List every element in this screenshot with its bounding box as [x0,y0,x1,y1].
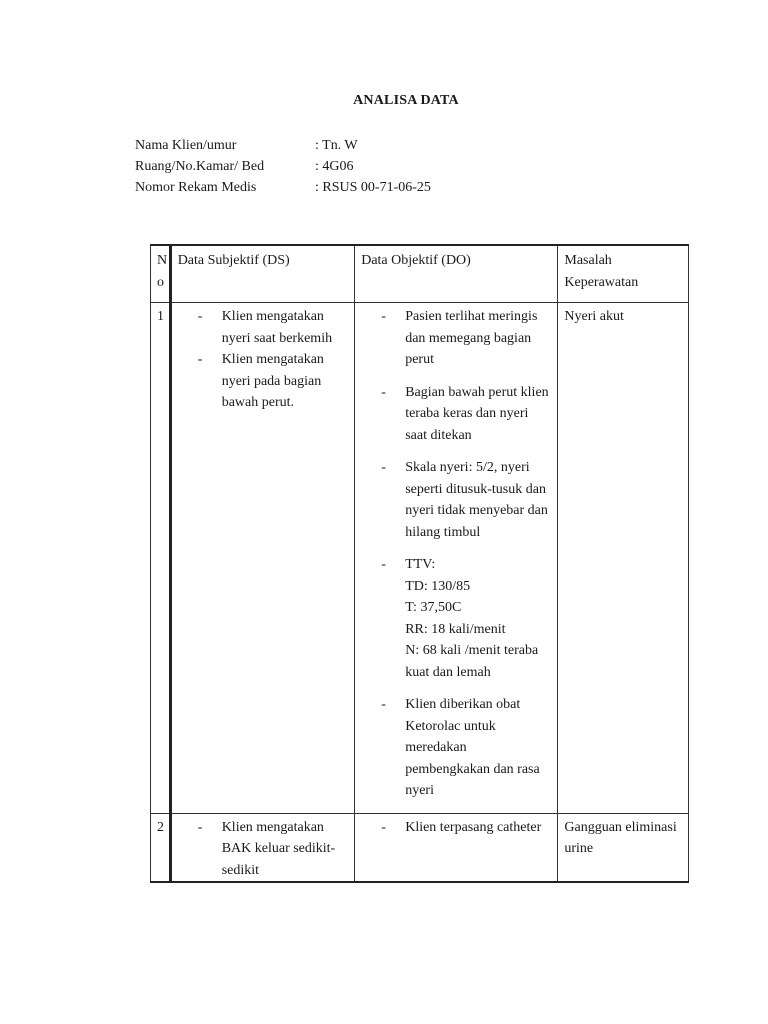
info-row-name [135,135,431,156]
dash-bullet: - [381,460,386,475]
do-item [361,457,552,543]
info-label: Nomor Rekam Medis [135,180,257,195]
do-item [361,382,552,447]
vitals-heading: TTV: [405,557,436,572]
dash-bullet: - [381,697,386,712]
dash-bullet: - [381,557,386,572]
ds-item [178,306,350,349]
do-list [361,306,552,802]
row-number: 1 [151,303,171,814]
dash-bullet: - [381,384,386,400]
do-item-vitals [361,554,552,683]
ds-item [178,817,350,882]
header-do: Data Objektif (DO) [355,245,558,303]
ds-text: Klien mengatakan BAK keluar sedikit-sedikit [221,819,336,878]
row-number: 2 [151,813,171,882]
table-header-row [151,245,689,303]
ds-item [178,349,350,414]
table-row [151,813,689,882]
do-text: Bagian bawah perut klien teraba keras dan nyeri saat ditekan [405,384,549,443]
header-no: N o [151,245,171,303]
ds-text: Klien mengatakan nyeri saat berkemih [221,309,333,346]
vitals-rr: RR: 18 kali/menit [405,621,506,637]
dash-bullet: - [381,309,386,324]
do-item [361,306,552,371]
ds-cell [170,813,355,882]
dash-bullet: - [197,309,203,324]
info-value: : Tn. W [315,138,358,153]
do-text: Klien terpasang catheter [405,819,542,835]
masalah-cell: Gangguan eliminasi urine [558,813,689,882]
vitals-pulse: N: 68 kali /menit teraba kuat dan lemah [405,643,539,680]
do-item [361,694,552,802]
do-cell [355,303,558,814]
info-row-record [135,177,431,198]
dash-bullet: - [197,352,203,367]
analysis-table [150,244,689,883]
ds-text: Klien mengatakan nyeri pada bagian bawah perut. [221,352,324,410]
header-ds: Data Subjektif (DS) [170,245,355,303]
masalah-cell: Nyeri akut [558,303,689,814]
vitals-temperature: T: 37,50C [405,600,462,615]
do-cell [355,813,558,882]
do-text: Skala nyeri: 5/2, nyeri seperti ditusuk-tusuk dan nyeri tidak menyebar dan hilang timbul [405,460,548,540]
info-row-room [135,156,431,177]
info-label: Ruang/No.Kamar/ Bed [135,159,265,174]
info-value: : 4G06 [315,159,354,174]
do-list [361,817,552,839]
header-masalah: Masalah Keperawatan [558,245,689,303]
ds-list [178,817,350,882]
do-text: Klien diberikan obat Ketorolac untuk meredakan pembengkakan dan rasa nyeri [405,697,540,798]
info-value: : RSUS 00-71-06-25 [315,180,431,195]
dash-bullet: - [197,819,203,835]
do-item [361,817,552,839]
info-label: Nama Klien/umur [135,138,237,153]
vitals-td: TD: 130/85 [405,578,471,594]
dash-bullet: - [381,819,386,835]
document-title: ANALISA DATA [353,93,459,108]
ds-list [178,306,350,414]
do-text: Pasien terlihat meringis dan memegang bagian perut [405,309,538,367]
ds-cell [170,303,355,814]
table-row [151,303,689,814]
patient-info [135,135,431,198]
